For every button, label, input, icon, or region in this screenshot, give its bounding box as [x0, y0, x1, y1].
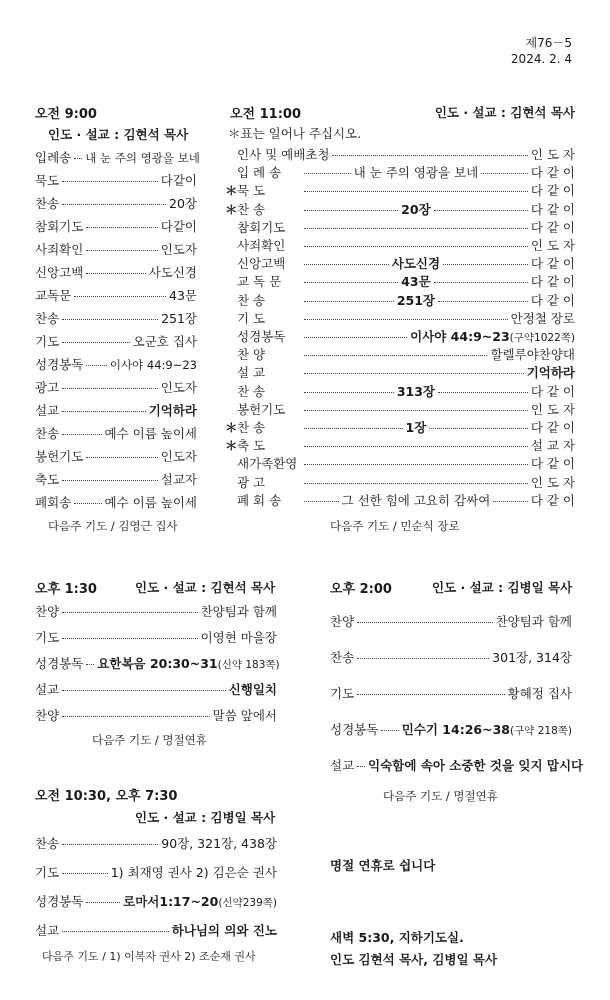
order-assignee: 안정철 장로	[510, 310, 575, 326]
leader-dots	[74, 503, 101, 504]
leader-dots	[62, 844, 158, 845]
s130-next-prayer: 다음주 기도 / 명절연휴	[92, 733, 207, 747]
s11-order-row	[225, 145, 575, 163]
order-label: 성경봉독	[35, 656, 84, 671]
leader-dots	[438, 301, 528, 302]
order-value: 301장, 314장	[492, 650, 572, 665]
order-value: 요한복음 20:30~31	[97, 656, 218, 671]
order-label: 기도	[35, 334, 60, 349]
s200-order-row	[330, 720, 572, 738]
s9-order-row	[35, 286, 197, 304]
leader-dots	[304, 337, 407, 338]
leader-dots	[62, 612, 197, 613]
order-label: 찬송	[35, 196, 60, 211]
s9-order-row	[35, 493, 197, 511]
order-assignee: 인 도 자	[530, 474, 575, 490]
order-detail: 사도신경	[391, 256, 441, 272]
order-label: 찬 송	[237, 292, 266, 308]
s11-order-row	[225, 236, 575, 254]
s1030-next-prayer: 다음주 기도 / 1) 이복자 권사 2) 조순재 권사	[42, 950, 256, 963]
s1030-order-row	[35, 863, 277, 881]
order-value: 기억하라	[148, 403, 197, 418]
leader-dots	[357, 766, 365, 767]
order-value: 예수 이름 높이세	[104, 495, 197, 510]
s11-order-row	[225, 218, 575, 236]
order-label: 설교	[35, 923, 60, 938]
s11-order-row	[225, 254, 575, 272]
s9-order-row	[35, 401, 197, 419]
leader-dots	[86, 457, 157, 458]
order-label: 기도	[330, 686, 355, 701]
s130-time: 오후 1:30	[35, 582, 97, 597]
s11-order-row	[225, 327, 575, 345]
order-value: 황혜정 집사	[507, 686, 572, 701]
s9-time: 오전 9:00	[35, 107, 97, 122]
order-label: 교 독 문	[237, 274, 282, 290]
order-label: 축도	[35, 472, 60, 487]
s11-order-row	[225, 291, 575, 309]
s9-order-row	[35, 263, 197, 281]
s11-order-row	[225, 345, 575, 363]
s11-order-row	[225, 473, 575, 491]
order-detail: 1장	[405, 420, 427, 435]
leader-dots	[304, 464, 528, 465]
order-detail: 313장	[396, 383, 435, 399]
order-note: (구약1022쪽)	[509, 332, 575, 344]
s130-order-row	[35, 628, 277, 646]
leader-dots	[62, 434, 101, 435]
order-label: 기도	[35, 865, 60, 880]
order-assignee: 다 같 이	[530, 201, 576, 217]
s1030-time: 오전 10:30, 오후 7:30	[35, 789, 178, 804]
s11-order-row	[225, 400, 575, 418]
order-label: 인사 및 예배초청	[237, 147, 330, 162]
order-value: 인도자	[160, 242, 197, 257]
order-assignee: 다 같 이	[530, 165, 576, 181]
order-label: 광 고	[237, 474, 266, 490]
leader-dots	[62, 873, 108, 874]
leader-dots	[304, 428, 403, 429]
order-label: 성경봉독	[35, 357, 84, 372]
order-value: 말씀 앞에서	[212, 708, 277, 723]
leader-dots	[443, 264, 528, 265]
order-label: 설교	[330, 758, 355, 773]
order-detail: 이사야 44:9~23	[410, 329, 510, 344]
standing-mark: ＊	[225, 183, 238, 199]
bulletin-date: 2024. 2. 4	[510, 52, 572, 66]
order-label: 폐회송	[35, 495, 72, 510]
s11-order-row	[225, 272, 575, 290]
s11-leader: 인도 · 설교 : 김현석 목사	[434, 105, 575, 120]
order-detail: 내 눈 주의 영광을 보네	[353, 165, 479, 181]
order-assignee: 다 같 이	[530, 256, 575, 272]
order-label: 봉헌기도	[237, 401, 286, 417]
order-label: 찬송	[35, 426, 60, 441]
order-note: (신약 183쪽)	[217, 659, 280, 671]
standing-mark: ＊	[225, 438, 238, 454]
order-value: 사도신경	[148, 265, 197, 280]
order-label: 성경봉독	[237, 329, 286, 344]
holiday-notice: 명절 연휴로 쉽니다	[330, 858, 436, 873]
s11-order-row	[225, 382, 575, 400]
s9-order-row	[35, 171, 197, 189]
order-assignee: 인 도 자	[530, 147, 575, 162]
order-assignee: 다 같 이	[530, 420, 575, 435]
order-label: 신앙고백	[237, 256, 286, 272]
s9-order-row	[35, 424, 197, 442]
s9-order-row	[35, 355, 197, 373]
s200-order-row	[330, 684, 572, 702]
order-label: 참회기도	[237, 219, 286, 235]
s11-order-row	[225, 363, 575, 381]
order-value: 민수기 14:26~38	[401, 722, 510, 737]
s200-time: 오후 2:00	[330, 582, 392, 597]
leader-dots	[429, 428, 528, 429]
order-assignee: 다 같 이	[530, 492, 576, 508]
leader-dots	[86, 273, 145, 274]
issue-number: 제76－5	[525, 36, 572, 50]
order-label: 신앙고백	[35, 265, 84, 280]
leader-dots	[62, 411, 146, 412]
order-label: 찬 송	[237, 201, 266, 217]
s130-leader: 인도 · 설교 : 김현석 목사	[135, 580, 276, 595]
leader-dots	[62, 716, 209, 717]
leader-dots	[304, 210, 398, 211]
leader-dots	[304, 373, 524, 374]
s11-order-row	[225, 491, 575, 509]
s11-next-prayer: 다음주 기도 / 민순식 장로	[330, 519, 460, 533]
s11-order-row	[225, 163, 575, 181]
s130-order-row	[35, 706, 277, 724]
order-value: 이영현 마을장	[200, 630, 277, 645]
leader-dots	[357, 694, 504, 695]
order-value: 찬양팀과 함께	[495, 614, 572, 629]
order-label: 설교	[35, 682, 60, 697]
leader-dots	[434, 282, 528, 283]
leader-dots	[62, 204, 166, 205]
order-label: 봉헌기도	[35, 449, 84, 464]
order-label: 찬양	[330, 614, 355, 629]
leader-dots	[62, 388, 158, 389]
order-label: 교독문	[35, 288, 72, 303]
order-label: 사죄확인	[35, 242, 84, 257]
order-label: 성경봉독	[330, 722, 379, 737]
s200-order-row	[330, 756, 584, 774]
order-label: 묵도	[35, 173, 60, 188]
leader-dots	[304, 392, 394, 393]
standing-mark: ＊	[225, 420, 238, 435]
order-value: 1) 최재영 권사 2) 김은순 권사	[110, 865, 277, 880]
order-label: 기도	[35, 630, 60, 645]
order-assignee: 다 같 이	[530, 219, 575, 235]
order-value: 예수 이름 높이세	[104, 426, 197, 441]
order-detail: 그 선한 힘에 고요히 감싸여	[341, 492, 491, 508]
dawn-prayer-notice: 새벽 5:30, 지하기도실.	[330, 930, 464, 945]
order-assignee: 기억하라	[526, 365, 575, 381]
order-value: 내 눈 주의 영광을 보네	[85, 151, 200, 165]
leader-dots	[62, 342, 129, 343]
order-label: 찬송	[35, 836, 60, 851]
order-value: 오군호 집사	[132, 334, 197, 349]
s1030-order-row	[35, 892, 277, 910]
leader-dots	[62, 690, 226, 691]
s9-order-row	[35, 240, 197, 258]
s9-order-row	[35, 378, 197, 396]
leader-dots	[86, 902, 120, 903]
s130-order-row	[35, 602, 277, 620]
leader-dots	[304, 264, 389, 265]
leader-dots	[62, 480, 158, 481]
s9-next-prayer: 다음주 기도 / 김영근 집사	[48, 519, 178, 533]
leader-dots	[74, 296, 166, 297]
leader-dots	[357, 622, 492, 623]
order-detail: 251장	[396, 292, 435, 308]
order-value: 43문	[169, 288, 197, 303]
leader-dots	[86, 227, 157, 228]
s11-order-row	[225, 309, 575, 327]
leader-dots	[86, 250, 157, 251]
leader-dots	[357, 658, 489, 659]
order-assignee: 할렐루야찬양대	[490, 347, 575, 363]
leader-dots	[304, 246, 528, 247]
leader-dots	[62, 181, 158, 182]
order-label: 입 례 송	[237, 165, 282, 181]
order-label: 찬 양	[237, 347, 266, 363]
leader-dots	[493, 501, 528, 502]
order-assignee: 다 같 이	[530, 274, 576, 290]
order-label: 광고	[35, 380, 60, 395]
order-note: (신약239쪽)	[218, 897, 277, 909]
s130-order-row	[35, 654, 280, 672]
leader-dots	[62, 319, 158, 320]
leader-dots	[304, 483, 528, 484]
leader-dots	[62, 931, 169, 932]
order-label: 새가족환영	[237, 456, 298, 472]
order-note: (구약 218쪽)	[509, 725, 572, 737]
order-value: 다같이	[160, 219, 197, 234]
order-label: 설 교	[237, 365, 266, 381]
order-label: 묵 도	[237, 183, 266, 199]
order-assignee: 인 도 자	[530, 238, 575, 253]
order-value: 하나님의 의와 진노	[171, 923, 277, 938]
s9-leader: 인도 · 설교 : 김현석 목사	[48, 127, 189, 142]
s200-order-row	[330, 612, 572, 630]
s11-order-row	[225, 454, 575, 472]
standing-mark: ＊	[225, 201, 238, 217]
order-label: 입례송	[35, 150, 72, 165]
s1030-order-row	[35, 921, 277, 939]
s11-standing-note: ＊표는 일어나 주십시오.	[228, 126, 362, 141]
leader-dots	[86, 664, 94, 665]
order-assignee: 다 같 이	[530, 292, 576, 308]
order-label: 기 도	[237, 310, 266, 326]
leader-dots	[304, 173, 351, 174]
order-assignee: 다 같 이	[530, 456, 575, 472]
leader-dots	[481, 173, 528, 174]
s200-next-prayer: 다음주 기도 / 명절연휴	[383, 789, 498, 803]
s200-order-row	[330, 648, 572, 666]
order-label: 축 도	[237, 438, 266, 454]
s11-time: 오전 11:00	[230, 107, 302, 122]
order-label: 찬 송	[237, 420, 266, 435]
order-label: 사죄확인	[237, 238, 286, 253]
s1030-order-row	[35, 834, 277, 852]
s9-order-row	[35, 332, 197, 350]
leader-dots	[86, 365, 107, 366]
order-value: 설교자	[160, 472, 197, 487]
leader-dots	[304, 501, 339, 502]
order-assignee: 설 교 자	[530, 438, 575, 454]
order-label: 찬 송	[237, 383, 266, 399]
order-label: 폐 회 송	[237, 492, 282, 508]
leader-dots	[304, 355, 487, 356]
s11-order-row	[225, 418, 575, 436]
order-label: 찬송	[330, 650, 355, 665]
s9-order-row	[35, 194, 197, 212]
order-assignee: 다 같 이	[530, 183, 575, 199]
leader-dots	[62, 638, 197, 639]
s9-order-row	[35, 470, 197, 488]
order-value: 인도자	[160, 449, 197, 464]
leader-dots	[381, 730, 398, 731]
leader-dots	[304, 301, 394, 302]
leader-dots	[304, 191, 528, 192]
s200-leader: 인도 · 설교 : 김병일 목사	[432, 580, 573, 595]
order-label: 찬송	[35, 311, 60, 326]
order-assignee: 다 같 이	[530, 383, 576, 399]
leader-dots	[434, 210, 528, 211]
leader-dots	[438, 392, 528, 393]
leader-dots	[304, 228, 528, 229]
order-value: 다같이	[160, 173, 197, 188]
order-label: 찬양	[35, 604, 60, 619]
s1030-leader: 인도 · 설교 : 김병일 목사	[135, 810, 276, 825]
order-value: 익숙함에 속아 소중한 것을 잊지 맙시다	[368, 758, 584, 773]
s9-order-row	[35, 447, 197, 465]
leader-dots	[332, 155, 527, 156]
order-value: 찬양팀과 함께	[200, 604, 277, 619]
order-label: 참회기도	[35, 219, 84, 234]
order-detail: 43문	[401, 274, 431, 290]
order-value: 이사야 44:9~23	[109, 358, 197, 372]
leader-dots	[304, 282, 398, 283]
leader-dots	[304, 410, 528, 411]
order-value: 251장	[161, 311, 197, 326]
s11-order-row	[225, 181, 575, 199]
s11-order-row	[225, 436, 575, 454]
s9-order-row	[35, 309, 197, 327]
order-assignee: 인 도 자	[530, 401, 575, 417]
order-detail: 20장	[401, 201, 431, 217]
leader-dots	[304, 446, 528, 447]
order-value: 90장, 321장, 438장	[161, 836, 277, 851]
order-value: 인도자	[160, 380, 197, 395]
s11-order-row	[225, 200, 575, 218]
order-label: 찬양	[35, 708, 60, 723]
leader-dots	[74, 158, 82, 159]
leader-dots	[304, 319, 508, 320]
s130-order-row	[35, 680, 277, 698]
order-value: 20장	[169, 196, 197, 211]
s9-order-row	[35, 217, 197, 235]
order-label: 성경봉독	[35, 894, 84, 909]
order-label: 설교	[35, 403, 60, 418]
s9-order-row	[35, 148, 200, 166]
order-value: 신행일치	[228, 682, 277, 697]
order-value: 로마서1:17~20	[123, 894, 219, 909]
dawn-prayer-leaders: 인도 김현석 목사, 김병일 목사	[330, 952, 498, 967]
